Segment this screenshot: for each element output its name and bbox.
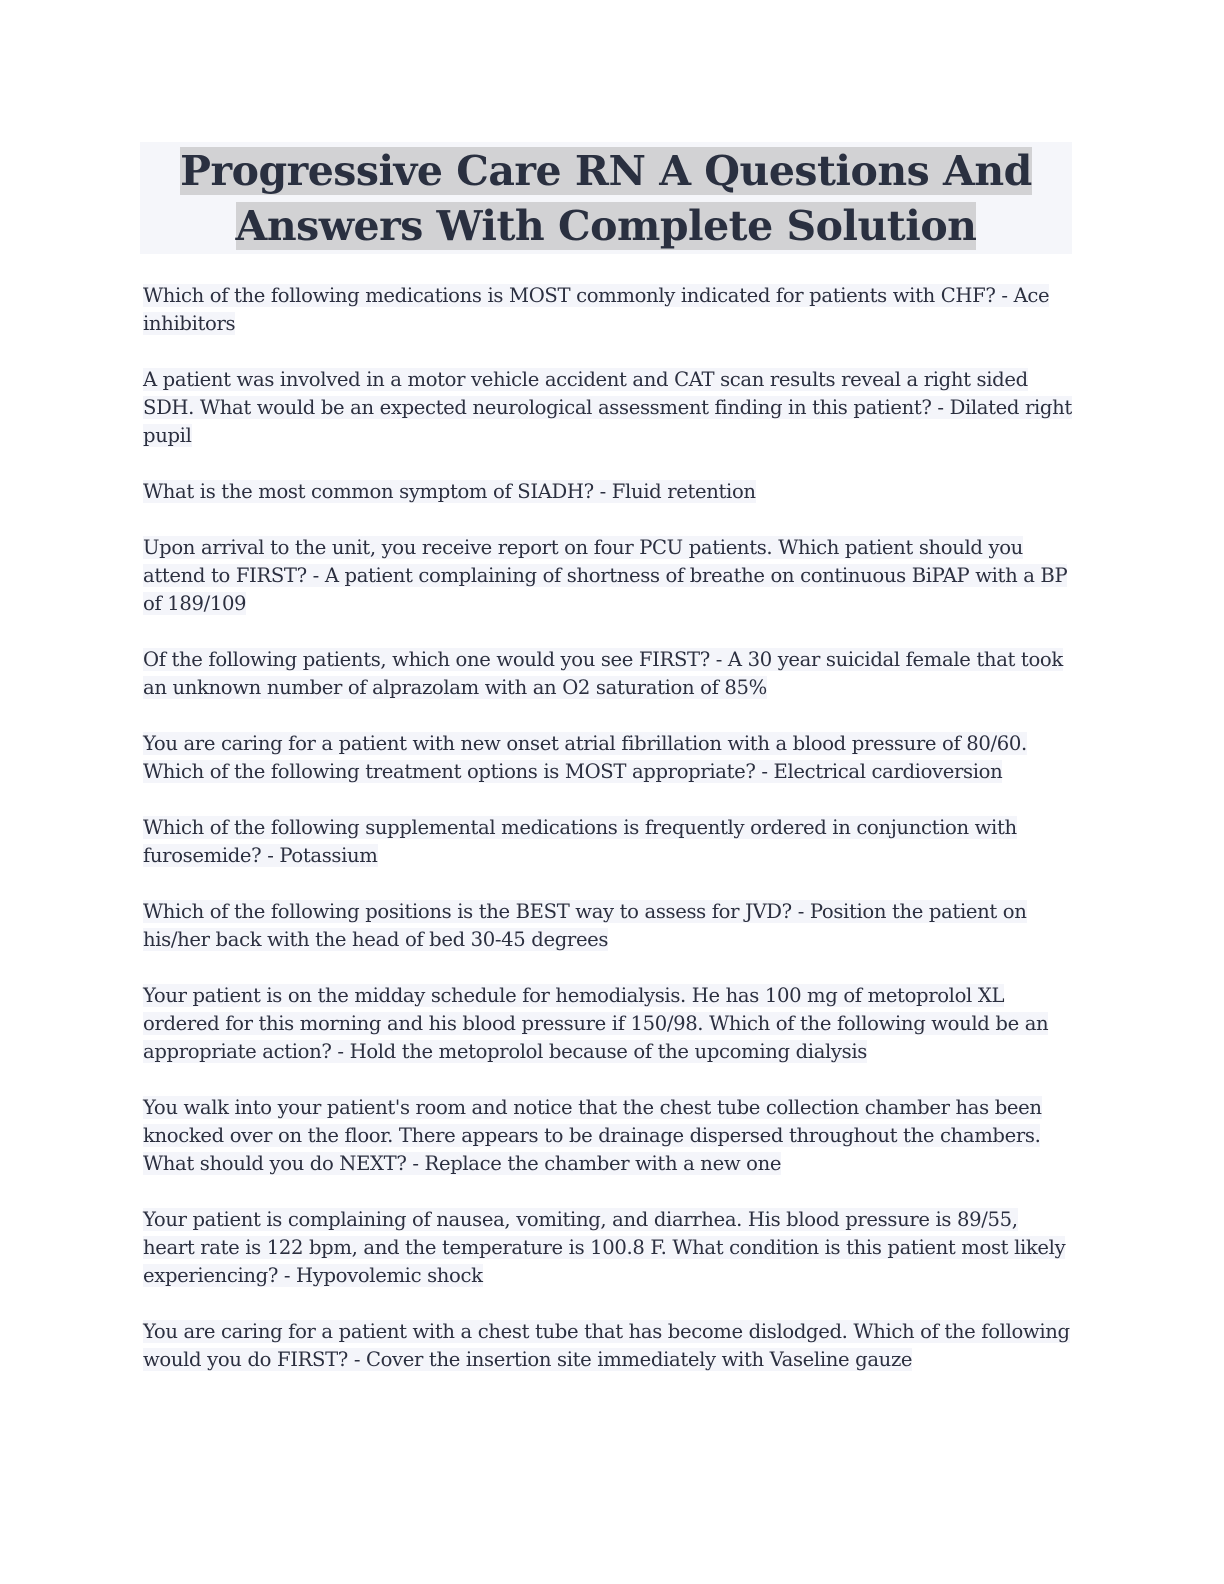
qa-text: Your patient is complaining of nausea, vomiting, and diarrhea. His blood pressure is 89/55, heart rate is 122 bpm, and the temperature is 100.8 F. What condition is this patient most likely experiencing? - Hypovolemic shock (143, 1208, 1066, 1287)
qa-item (143, 646, 1072, 702)
qa-text: Which of the following medications is MOST commonly indicated for patients with CHF? - Ace inhibitors (143, 284, 1050, 335)
qa-text: Which of the following supplemental medications is frequently ordered in conjunction with furosemide? - Potassium (143, 816, 1017, 867)
qa-item (143, 1318, 1072, 1374)
qa-text: Which of the following positions is the BEST way to assess for JVD? - Position the patient on his/her back with the head of bed 30-45 degrees (143, 900, 1027, 951)
qa-text: Of the following patients, which one would you see FIRST? - A 30 year suicidal female that took an unknown number of alprazolam with an O2 saturation of 85% (143, 648, 1063, 699)
qa-list (140, 282, 1072, 1374)
qa-item (143, 282, 1072, 338)
qa-text: You are caring for a patient with a chest tube that has become dislodged. Which of the following would you do FIRST? - Cover the insertion site immediately with Vaseline gauze (143, 1320, 1070, 1371)
qa-item (143, 814, 1072, 870)
document-page (140, 142, 1072, 1402)
title-line-2: Answers With Complete Solution (235, 202, 977, 250)
qa-text: Upon arrival to the unit, you receive report on four PCU patients. Which patient should you attend to FIRST? - A patient complaining of shortness of breathe on continuous BiPAP with a BP of 189/109 (143, 536, 1068, 615)
qa-text: A patient was involved in a motor vehicle accident and CAT scan results reveal a right sided SDH. What would be an expected neurological assessment finding in this patient? - Dilated right pupil (143, 368, 1072, 447)
qa-item (143, 366, 1072, 450)
qa-text: You walk into your patient's room and notice that the chest tube collection chamber has been knocked over on the floor. There appears to be drainage dispersed throughout the chambers. What should you do NEXT? - Replace the chamber with a new one (143, 1096, 1042, 1175)
qa-item (143, 730, 1072, 786)
document-title (140, 142, 1072, 254)
qa-text: Your patient is on the midday schedule for hemodialysis. He has 100 mg of metoprolol XL ordered for this morning and his blood pressure if 150/98. Which of the following would be an appropriate action? - Hold the metoprolol because of the upcoming dialysis (143, 984, 1049, 1063)
title-line-1: Progressive Care RN A Questions And (180, 147, 1032, 195)
qa-item (143, 982, 1072, 1066)
qa-text: What is the most common symptom of SIADH? - Fluid retention (143, 480, 756, 503)
qa-item (143, 478, 1072, 506)
qa-item (143, 898, 1072, 954)
qa-item (143, 1094, 1072, 1178)
qa-item (143, 534, 1072, 618)
qa-text: You are caring for a patient with new onset atrial fibrillation with a blood pressure of 80/60. Which of the following treatment options is MOST appropriate? - Electrical cardioversion (143, 732, 1027, 783)
qa-item (143, 1206, 1072, 1290)
